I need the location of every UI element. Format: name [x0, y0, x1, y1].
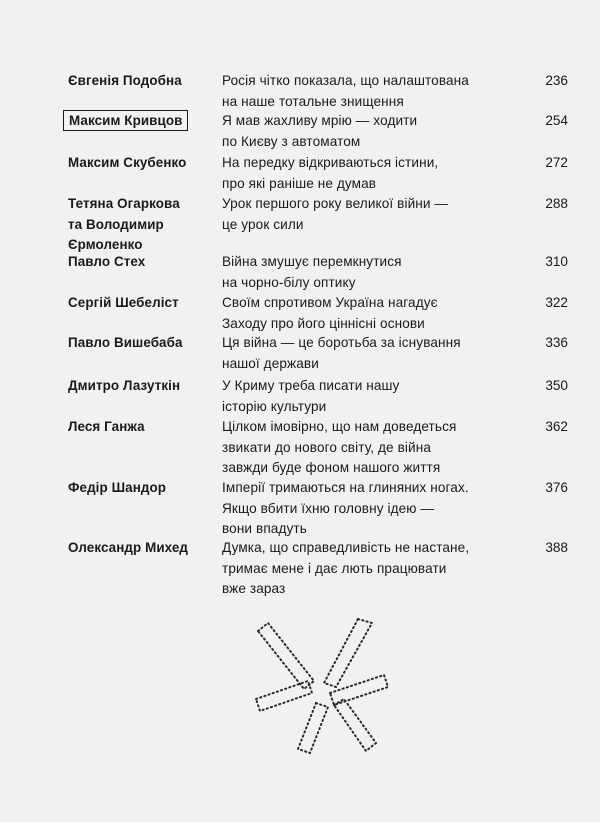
toc-page-number: 388	[545, 540, 568, 555]
toc-title: Урок першого року великої війни — це урок сили	[222, 196, 449, 232]
toc-page-number: 376	[545, 480, 568, 495]
toc-title: Ця війна — це боротьба за існування нашої держави	[222, 335, 461, 371]
toc-author: Максим Скубенко	[68, 155, 187, 170]
dotted-asterisk-icon	[250, 613, 390, 763]
toc-title: Цілком імовірно, що нам доведеться звикати до нового світу, де війна завжди буде фоном нашого життя	[222, 419, 457, 475]
toc-author: Федір Шандор	[68, 480, 167, 495]
toc-author: Леся Ганжа	[68, 419, 145, 434]
toc-author: Тетяна Огаркова та Володимир Єрмоленко	[68, 196, 180, 252]
toc-page-number: 350	[545, 378, 568, 393]
toc-title: Я мав жахливу мрію — ходити по Києву з автоматом	[222, 113, 418, 149]
toc-title: Війна змушує перемкнутися на чорно-білу оптику	[222, 254, 402, 290]
toc-author: Павло Вишебаба	[68, 335, 183, 350]
toc-page-number: 288	[545, 196, 568, 211]
toc-page-number: 254	[545, 113, 568, 128]
toc-page-number: 310	[545, 254, 568, 269]
toc-author: Євгенія Подобна	[68, 73, 182, 88]
toc-author: Сергій Шебеліст	[68, 295, 179, 310]
toc-page-number: 336	[545, 335, 568, 350]
toc-title: Своїм спротивом Україна нагадує Заходу про його ціннісні основи	[222, 295, 438, 331]
toc-author: Павло Стех	[68, 254, 146, 269]
toc-page-number: 322	[545, 295, 568, 310]
toc-title: У Криму треба писати нашу історію культури	[222, 378, 400, 414]
toc-page-number: 236	[545, 73, 568, 88]
toc-author-highlighted: Максим Кривцов	[63, 110, 188, 131]
toc-page-number: 272	[545, 155, 568, 170]
toc-title: Думка, що справедливість не настане, тримає мене і дає лють працювати вже зараз	[222, 540, 470, 596]
toc-author: Дмитро Лазуткін	[68, 378, 181, 393]
toc-title: Імперії тримаються на глиняних ногах. Якщо вбити їхню головну ідею — вони впадуть	[222, 480, 469, 536]
toc-page-number: 362	[545, 419, 568, 434]
toc-title: Росія чітко показала, що налаштована на наше тотальне знищення	[222, 73, 469, 109]
toc-author: Олександр Михед	[68, 540, 189, 555]
toc-title: На передку відкриваються істини, про які раніше не думав	[222, 155, 439, 191]
